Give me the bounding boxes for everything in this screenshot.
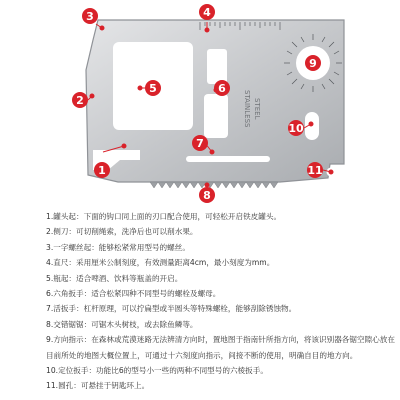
marker-1	[94, 162, 110, 178]
svg-text:10: 10	[288, 122, 304, 135]
legend-item-ruler: 4.直尺：采用厘米公制刻度，有效测量距离4cm，最小刻度为mm。	[46, 258, 275, 268]
legend-item-can-opener: 1.罐头起：下面的钩口同上面的刃口配合使用，可轻松开启铁皮罐头。	[46, 212, 282, 221]
legend-item-screwdriver: 3.一字螺丝起：能够松紧常用型号的螺丝。	[46, 242, 190, 252]
marker-4	[199, 4, 215, 20]
svg-text:8: 8	[203, 189, 211, 202]
stamp-text-steel: STEEL	[253, 98, 261, 120]
marker-10	[288, 120, 304, 136]
marker-3	[82, 8, 98, 24]
legend-item-saw: 8.交错锯锯：可锯木头树枝，或去除鱼鳞等。	[46, 319, 198, 329]
legend-item-hex-wrench: 6.六角扳手：适合松紧四种不同型号的螺栓及螺母。	[46, 289, 221, 299]
legend-item-side-knife: 2.侧刀：可切削绳索，洗净后也可以削水果。	[46, 227, 198, 237]
feature-legend	[46, 209, 398, 394]
marker-8	[199, 187, 215, 203]
svg-text:11: 11	[307, 164, 323, 177]
marker-9	[305, 55, 321, 71]
marker-7	[192, 135, 208, 151]
legend-item-bottle-opener: 5.瓶起：适合啤酒、饮料等瓶盖的开启。	[46, 273, 183, 283]
marker-11	[307, 162, 323, 178]
svg-text:5: 5	[149, 82, 157, 95]
svg-text:3: 3	[86, 10, 94, 23]
legend-item-adjustable-wrench: 7.活扳手：杠杆原理，可以拧扁型或半圆头等特殊螺栓，能够刮除锈蚀物。	[46, 304, 297, 314]
marker-2	[72, 92, 88, 108]
svg-text:1: 1	[98, 164, 106, 177]
card-body	[86, 20, 344, 182]
marker-6	[214, 80, 230, 96]
svg-text:9: 9	[309, 57, 317, 70]
svg-text:4: 4	[203, 6, 211, 19]
svg-text:2: 2	[76, 94, 84, 107]
svg-text:7: 7	[196, 137, 204, 150]
svg-text:6: 6	[218, 82, 226, 95]
legend-item-key-hole: 11.圆孔：可悬挂于钥匙环上。	[46, 381, 150, 391]
legend-item-positioning-wrench: 10.定位扳手：功能比6的型号小一些的两种不同型号的六棱扳手。	[46, 366, 268, 376]
legend-item-direction-indicator: 9.方向指示：在森林或荒漠迷路无法辨清方向时，置地图于指南针所指方向，将该识别器各锯空隙心放在目前所处的地图大概位置上，可通过十六刻度向指示，间接不断的使用，明确自目的地方向。	[46, 335, 395, 360]
marker-5	[145, 80, 161, 96]
stamp-text-stainless: STAINLESS	[243, 90, 251, 128]
saw-teeth	[150, 182, 278, 188]
